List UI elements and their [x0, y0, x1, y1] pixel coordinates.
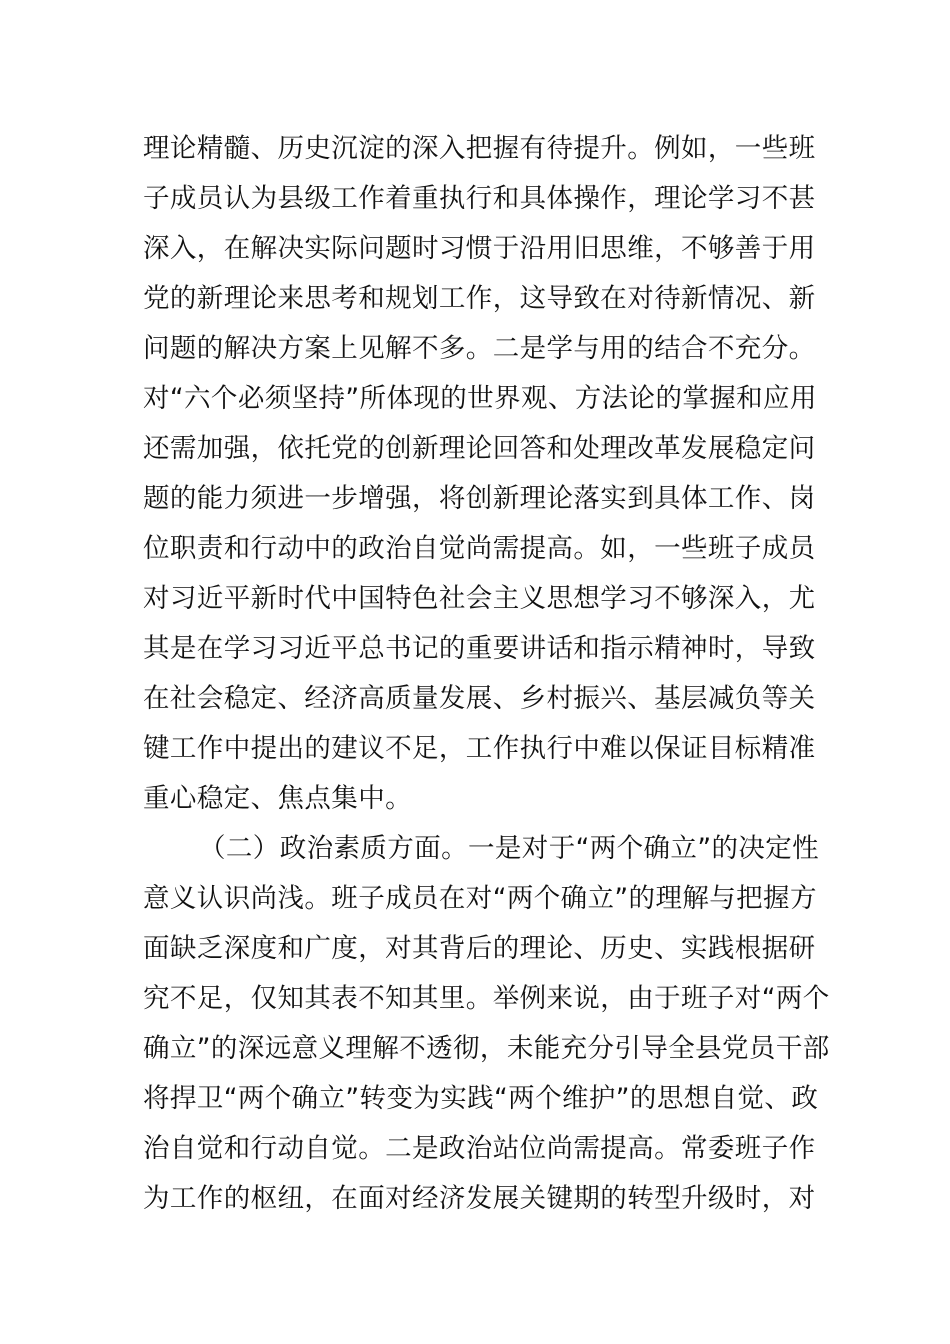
text-line: 理论精髓、历史沉淀的深入把握有待提升。例如，一些班: [143, 133, 816, 164]
text-line: 意义认识尚浅。班子成员在对“两个确立”的理解与把握方: [143, 883, 817, 914]
paragraph-1: [143, 124, 817, 824]
text-line: 重心稳定、焦点集中。: [143, 783, 412, 814]
text-line: 在社会稳定、经济高质量发展、乡村振兴、基层减负等关: [143, 683, 816, 714]
text-line: 其是在学习习近平总书记的重要讲话和指示精神时，导致: [143, 633, 816, 664]
text-line: 究不足，仅知其表不知其里。举例来说，由于班子对“两个: [143, 983, 830, 1014]
text-line: 键工作中提出的建议不足，工作执行中难以保证目标精准: [143, 733, 816, 764]
text-line: 为工作的枢纽，在面对经济发展关键期的转型升级时，对: [143, 1183, 816, 1214]
text-line: 对习近平新时代中国特色社会主义思想学习不够深入，尤: [143, 583, 816, 614]
text-line: 还需加强，依托党的创新理论回答和处理改革发展稳定问: [143, 433, 816, 464]
text-line: 题的能力须进一步增强，将创新理论落实到具体工作、岗: [143, 483, 816, 514]
text-line: 问题的解决方案上见解不多。二是学与用的结合不充分。: [143, 333, 816, 364]
section-heading-line: （二）政治素质方面。一是对于“两个确立”的决定性: [199, 833, 820, 864]
text-line: 对“六个必须坚持”所体现的世界观、方法论的掌握和应用: [143, 383, 817, 414]
text-line: 深入，在解决实际问题时习惯于沿用旧思维，不够善于用: [143, 233, 816, 264]
text-line: 面缺乏深度和广度，对其背后的理论、历史、实践根据研: [143, 933, 816, 964]
text-line: 子成员认为县级工作着重执行和具体操作，理论学习不甚: [143, 183, 816, 214]
text-line: 党的新理论来思考和规划工作，这导致在对待新情况、新: [143, 283, 816, 314]
text-line: 确立”的深远意义理解不透彻，未能充分引导全县党员干部: [143, 1033, 830, 1064]
text-line: 治自觉和行动自觉。二是政治站位尚需提高。常委班子作: [143, 1133, 816, 1164]
body-text: [143, 124, 830, 1224]
text-line: 位职责和行动中的政治自觉尚需提高。如，一些班子成员: [143, 533, 816, 564]
text-line: 将捍卫“两个确立”转变为实践“两个维护”的思想自觉、政: [143, 1083, 819, 1114]
paragraph-2: [143, 824, 830, 1224]
